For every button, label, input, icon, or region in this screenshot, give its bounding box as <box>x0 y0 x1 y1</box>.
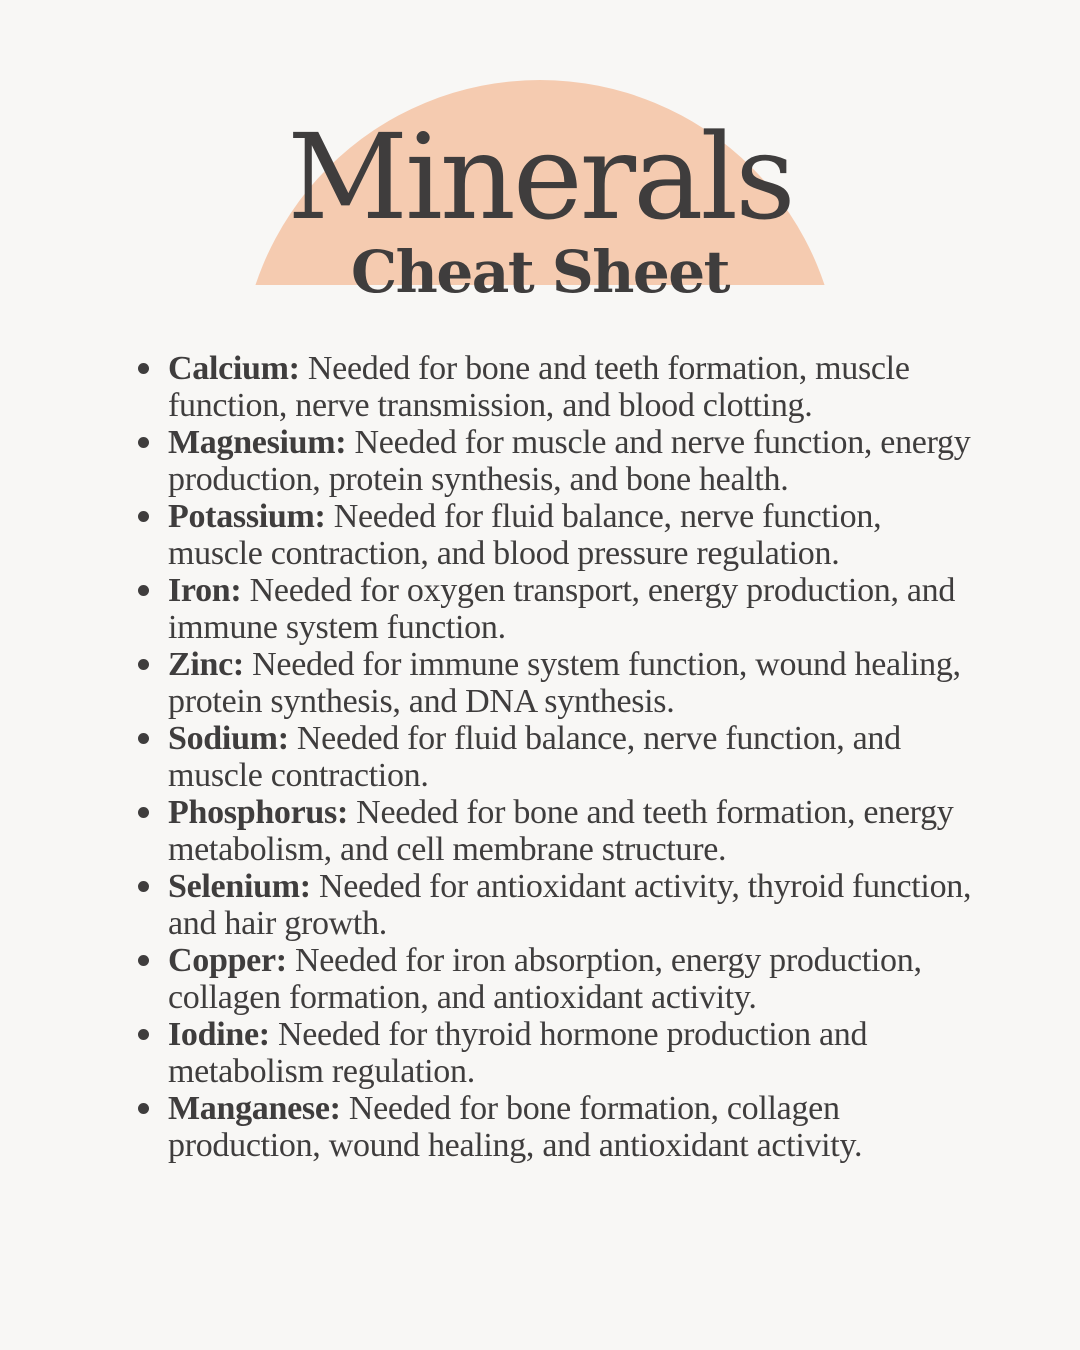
bullet-icon <box>138 807 149 818</box>
bullet-icon <box>138 1103 149 1114</box>
bullet-icon <box>138 1029 149 1040</box>
mineral-description: Needed for immune system function, wound healing, protein synthesis, and DNA synthesis. <box>168 646 961 720</box>
list-item-iodine <box>132 1016 972 1090</box>
list-item-magnesium <box>132 424 972 498</box>
mineral-description: Needed for fluid balance, nerve function, and muscle contraction. <box>168 720 901 794</box>
mineral-name: Selenium: <box>168 868 311 905</box>
bullet-icon <box>138 585 149 596</box>
mineral-description: Needed for bone and teeth formation, energy metabolism, and cell membrane structure. <box>168 794 954 868</box>
mineral-description: Needed for bone formation, collagen production, wound healing, and antioxidant activity. <box>168 1090 863 1164</box>
mineral-name: Magnesium: <box>168 424 347 461</box>
mineral-name: Sodium: <box>168 720 289 757</box>
page-title: Minerals <box>287 108 793 246</box>
bullet-icon <box>138 955 149 966</box>
bullet-icon <box>138 659 149 670</box>
list-item-iron <box>132 572 972 646</box>
mineral-name: Calcium: <box>168 350 300 387</box>
list-item-phosphorus <box>132 794 972 868</box>
mineral-name: Iodine: <box>168 1016 270 1053</box>
bullet-icon <box>138 733 149 744</box>
page-subtitle: Cheat Sheet <box>351 238 729 306</box>
mineral-name: Iron: <box>168 572 242 609</box>
mineral-description: Needed for fluid balance, nerve function, muscle contraction, and blood pressure regulation. <box>168 498 882 572</box>
mineral-name: Manganese: <box>168 1090 341 1127</box>
mineral-name: Copper: <box>168 942 287 979</box>
bullet-icon <box>138 437 149 448</box>
mineral-list <box>132 350 972 1164</box>
list-item-potassium <box>132 498 972 572</box>
list-item-copper <box>132 942 972 1016</box>
bullet-icon <box>138 511 149 522</box>
mineral-description: Needed for iron absorption, energy production, collagen formation, and antioxidant activity. <box>168 942 922 1016</box>
list-item-sodium <box>132 720 972 794</box>
mineral-description: Needed for antioxidant activity, thyroid function, and hair growth. <box>168 868 972 942</box>
mineral-name: Zinc: <box>168 646 244 683</box>
mineral-name: Potassium: <box>168 498 326 535</box>
mineral-name: Phosphorus: <box>168 794 348 831</box>
list-item-selenium <box>132 868 972 942</box>
mineral-description: Needed for thyroid hormone production and metabolism regulation. <box>168 1016 868 1090</box>
mineral-description: Needed for bone and teeth formation, muscle function, nerve transmission, and blood clotting. <box>168 350 910 424</box>
bullet-icon <box>138 881 149 892</box>
list-item-manganese <box>132 1090 972 1164</box>
mineral-description: Needed for oxygen transport, energy production, and immune system function. <box>168 572 956 646</box>
mineral-description: Needed for muscle and nerve function, energy production, protein synthesis, and bone health. <box>168 424 971 498</box>
list-item-zinc <box>132 646 972 720</box>
list-item-calcium <box>132 350 972 424</box>
bullet-icon <box>138 363 149 374</box>
